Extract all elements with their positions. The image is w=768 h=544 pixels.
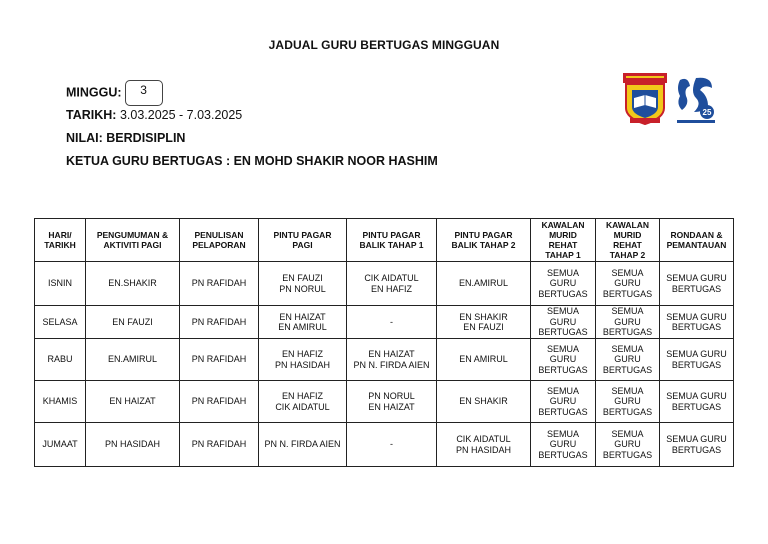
table-header-row <box>35 219 734 262</box>
column-header: PENGUMUMAN & AKTIVITI PAGI <box>86 219 180 262</box>
day-cell: RABU <box>35 339 86 381</box>
duty-cell: PN RAFIDAH <box>180 381 259 423</box>
duty-cell: SEMUA GURU BERTUGAS <box>596 339 660 381</box>
duty-cell: SEMUA GURU BERTUGAS <box>596 262 660 306</box>
table-row <box>35 306 734 339</box>
duty-cell: EN.SHAKIR <box>86 262 180 306</box>
duty-cell: SEMUA GURU BERTUGAS <box>660 262 734 306</box>
duty-cell: SEMUA GURU BERTUGAS <box>596 381 660 423</box>
column-header: RONDAAN & PEMANTAUAN <box>660 219 734 262</box>
table-row <box>35 339 734 381</box>
duty-cell: CIK AIDATUL EN HAFIZ <box>347 262 437 306</box>
anniversary-25-logo <box>674 74 718 124</box>
duty-cell: EN FAUZI PN NORUL <box>259 262 347 306</box>
column-header: PINTU PAGAR BALIK TAHAP 2 <box>437 219 531 262</box>
day-cell: ISNIN <box>35 262 86 306</box>
duty-cell: SEMUA GURU BERTUGAS <box>596 306 660 339</box>
duty-cell: PN RAFIDAH <box>180 262 259 306</box>
column-header: KAWALAN MURID REHAT TAHAP 1 <box>531 219 596 262</box>
duty-cell: SEMUA GURU BERTUGAS <box>531 423 596 467</box>
day-cell: SELASA <box>35 306 86 339</box>
duty-cell: SEMUA GURU BERTUGAS <box>531 262 596 306</box>
duty-cell: SEMUA GURU BERTUGAS <box>531 306 596 339</box>
minggu-value-box: 3 <box>125 80 163 106</box>
duty-cell: SEMUA GURU BERTUGAS <box>531 339 596 381</box>
column-header: PENULISAN PELAPORAN <box>180 219 259 262</box>
duty-cell: CIK AIDATUL PN HASIDAH <box>437 423 531 467</box>
duty-cell: EN AMIRUL <box>437 339 531 381</box>
duty-cell: EN HAFIZ PN HASIDAH <box>259 339 347 381</box>
table-row <box>35 381 734 423</box>
duty-cell: EN SHAKIR EN FAUZI <box>437 306 531 339</box>
column-header: PINTU PAGAR PAGI <box>259 219 347 262</box>
duty-schedule-table <box>34 218 734 467</box>
duty-cell: PN N. FIRDA AIEN <box>259 423 347 467</box>
duty-cell: PN RAFIDAH <box>180 423 259 467</box>
day-cell: JUMAAT <box>35 423 86 467</box>
duty-cell: EN.AMIRUL <box>437 262 531 306</box>
duty-cell: - <box>347 423 437 467</box>
duty-cell: - <box>347 306 437 339</box>
tarikh-label: TARIKH: <box>66 108 117 122</box>
duty-cell: SEMUA GURU BERTUGAS <box>596 423 660 467</box>
ketua-line: KETUA GURU BERTUGAS : EN MOHD SHAKIR NOOR HASHIM <box>66 154 438 168</box>
duty-cell: SEMUA GURU BERTUGAS <box>660 381 734 423</box>
nilai-line: NILAI: BERDISIPLIN <box>66 131 186 145</box>
tarikh-value: 3.03.2025 - 7.03.2025 <box>119 108 243 122</box>
column-header: HARI/ TARIKH <box>35 219 86 262</box>
tarikh-line <box>66 108 242 122</box>
duty-cell: PN RAFIDAH <box>180 339 259 381</box>
duty-cell: SEMUA GURU BERTUGAS <box>660 339 734 381</box>
column-header: KAWALAN MURID REHAT TAHAP 2 <box>596 219 660 262</box>
logo-number: 25 <box>702 108 712 117</box>
minggu-label: MINGGU: <box>66 85 122 100</box>
duty-cell: EN HAIZAT PN N. FIRDA AIEN <box>347 339 437 381</box>
duty-cell: EN HAFIZ CIK AIDATUL <box>259 381 347 423</box>
table-row <box>35 262 734 306</box>
duty-cell: PN HASIDAH <box>86 423 180 467</box>
duty-cell: EN SHAKIR <box>437 381 531 423</box>
duty-cell: SEMUA GURU BERTUGAS <box>660 423 734 467</box>
duty-cell: SEMUA GURU BERTUGAS <box>660 306 734 339</box>
duty-cell: EN.AMIRUL <box>86 339 180 381</box>
duty-cell: SEMUA GURU BERTUGAS <box>531 381 596 423</box>
day-cell: KHAMIS <box>35 381 86 423</box>
table-row <box>35 423 734 467</box>
duty-cell: PN NORUL EN HAIZAT <box>347 381 437 423</box>
duty-cell: PN RAFIDAH <box>180 306 259 339</box>
table-body <box>35 262 734 467</box>
duty-cell: EN HAIZAT EN AMIRUL <box>259 306 347 339</box>
duty-cell: EN FAUZI <box>86 306 180 339</box>
minggu-line <box>66 80 163 106</box>
school-crest-logo <box>622 72 668 126</box>
column-header: PINTU PAGAR BALIK TAHAP 1 <box>347 219 437 262</box>
duty-cell: EN HAIZAT <box>86 381 180 423</box>
document-title: JADUAL GURU BERTUGAS MINGGUAN <box>268 38 500 52</box>
